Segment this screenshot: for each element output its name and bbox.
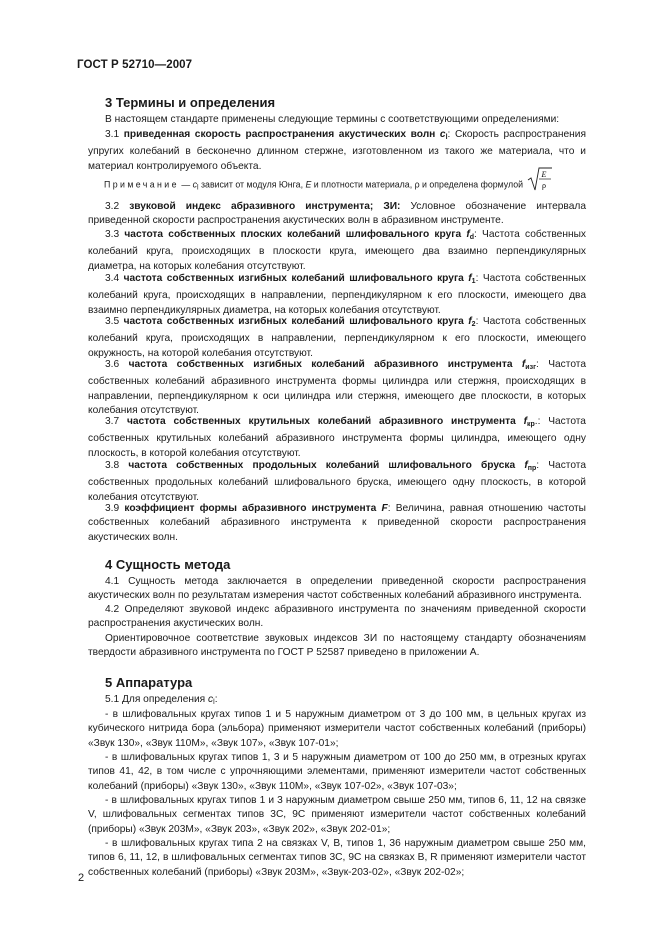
- term-3-2: 3.2 звуковой индекс абразивного инструмента; ЗИ: Условное обозначение интервала приведенной скорости распространения акустических волн в абразивном инструменте.: [88, 201, 586, 227]
- list-item-3: - в шлифовальных кругах типов 1 и 3 наружным диаметром свыше 250 мм, типов 6, 11, 12 на связке V, шлифовальных сегментах типов 3С, 9С применяют измерители частот собственных колебаний (приборы) «Звук 203М», «Звук 203», «Звук 202», «Звук 202-01»;: [88, 795, 586, 835]
- term-3-7: 3.7 частота собственных крутильных колебаний абразивного инструмента $f_{кр}$.: Частота собственных крутильных колебаний абразивного инструмента формы цилиндра, имеющего одну плоскость, в которой колебания отсутствуют.: [88, 416, 586, 459]
- term-3-9: 3.9 коэффициент формы абразивного инструмента F: Величина, равная отношению частоты собственных колебаний абразивного инструмента к приведенной скорости распространения акустических волн.: [88, 503, 586, 543]
- section-3-intro: В настоящем стандарте применены следующие термины с соответствующими определениями:: [105, 114, 560, 125]
- formula-numerator: E: [542, 170, 547, 179]
- term-3-3: 3.3 частота собственных плоских колебаний шлифовального круга $f_d$: Частота собственных колебаний круга, происходящих в плоскости круга, имеющего два взаимно перпендикулярных диаметра, на которых колебания отсутствуют.: [88, 229, 586, 272]
- page-number: 2: [78, 872, 85, 884]
- section-3-title: 3 Термины и определения: [105, 95, 276, 110]
- para-4-1: 4.1 Сущность метода заключается в определении приведенной скорости распространения акустических волн по результатам измерения частот собственных колебаний абразивного инструмента.: [88, 576, 586, 602]
- list-item-2: - в шлифовальных кругах типов 1, 3 и 5 наружным диаметром от 100 до 250 мм, в отрезных кругах типов 41, 42, в том числе с упрочняющими элементами, применяют измерители частот собственных колебаний (приборы) «Звук 130», «Звук 110М», «Звук 107-02», «Звук 107-03»;: [88, 752, 586, 792]
- term-3-5: 3.5 частота собственных изгибных колебаний шлифовального круга $f_2$: Частота собственных колебаний круга, происходящих в направлении, перпендикулярном к его плоскости, имеющего окружность, на которой колебания отсутствуют.: [88, 316, 586, 359]
- list-item-1: - в шлифовальных кругах типов 1 и 5 наружным диаметром от 3 до 100 мм, в цельных кругах из кубического нитрида бора (эльбора) применяют измерители частот собственных колебаний (приборы) «Звук 130», «Звук 110М», «Звук 107», «Звук 107-01»;: [88, 709, 586, 749]
- section-4-title: 4 Сущность метода: [105, 557, 231, 572]
- list-item-4: - в шлифовальных кругах типа 2 на связках V, B, типов 1, 36 наружным диаметром свыше 250 мм, типов 6, 11, 12, в шлифовальных сегментах типов 3С, 9С на связках B, R применяют измерители частот собственных колебаний (приборы) «Звук 203М», «Звук-203-02», «Звук 202-02»;: [88, 838, 586, 878]
- term-3-6: 3.6 частота собственных изгибных колебаний абразивного инструмента $f_{изг}$: Частота собственных колебаний абразивного инструмента формы цилиндра или стержня, происходящих в направлении, перпендикулярном к оси цилиндра или стержня, имеющего две плоскости, в которых колебания отсутствуют.: [88, 359, 586, 417]
- para-5-1: 5.1 Для определения $c_l$:: [105, 694, 218, 706]
- term-3-4: 3.4 частота собственных изгибных колебаний шлифовального круга $f_1$: Частота собственных колебаний круга, происходящих в направлении, перпендикулярном к его плоскости, имеющего два взаимно перпендикулярных диаметра, на которых колебания отсутствуют.: [88, 273, 586, 316]
- term-3-8: 3.8 частота собственных продольных колебаний шлифовального бруска $f_{пр}$: Частота собственных продольных колебаний шлифовального бруска, имеющего одну плоскость, в которой колебания отсутствуют.: [88, 460, 586, 503]
- note-formula: Примечание — $c_l$ зависит от модуля Юнга, E и плотности материала, ρ и определена формулой E ρ: [104, 172, 604, 198]
- document-header: ГОСТ Р 52710—2007: [77, 59, 193, 71]
- term-3-1: 3.1 приведенная скорость распространения акустических волн $c_l$: Скорость распространения упругих колебаний в бесконечно длинном стержне, изготовленном из такого же материала, что и материал контролируемого объекта.: [88, 129, 586, 172]
- formula-denominator: ρ: [542, 181, 547, 190]
- sqrt-formula: [527, 172, 553, 198]
- para-4-2: 4.2 Определяют звуковой индекс абразивного инструмента по значениям приведенной скорости распространения акустических волн.: [88, 604, 586, 630]
- para-4-3: Ориентировочное соответствие звуковых индексов ЗИ по настоящему стандарту обозначениям твердости абразивного инструмента по ГОСТ Р 52587 приведено в приложении А.: [88, 633, 586, 659]
- section-5-title: 5 Аппаратура: [105, 675, 193, 690]
